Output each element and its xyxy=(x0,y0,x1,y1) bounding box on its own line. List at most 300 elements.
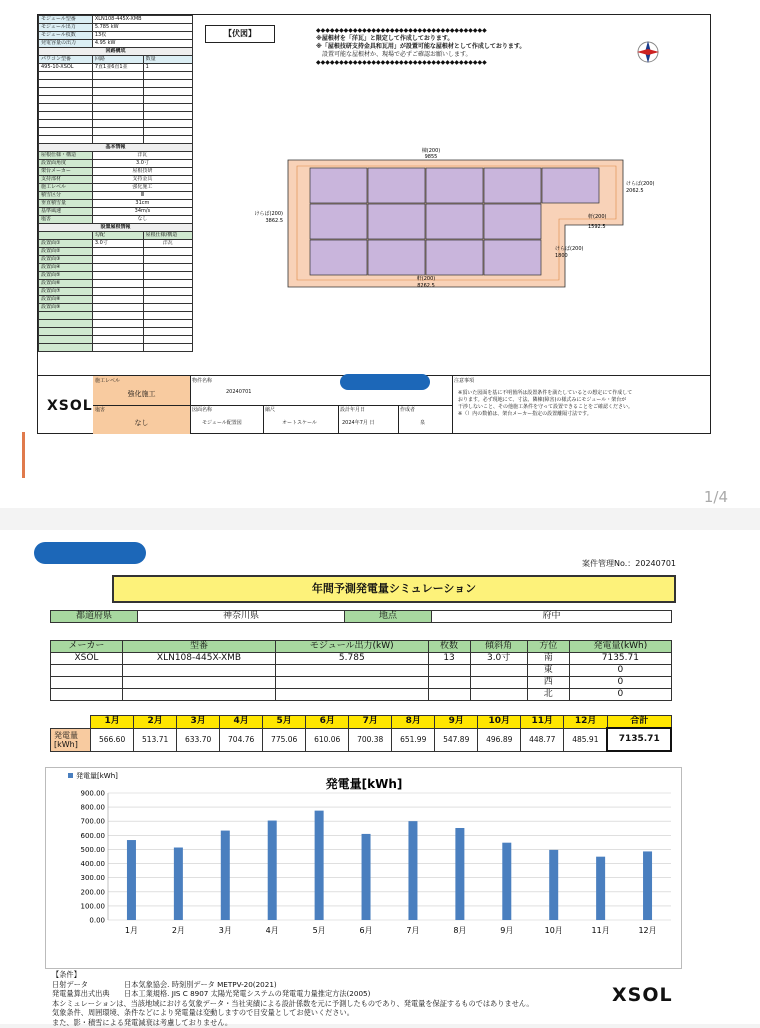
roof-plan xyxy=(193,15,710,365)
table-cell xyxy=(51,689,123,701)
bar xyxy=(362,834,371,920)
notes-label: 注意事項 xyxy=(454,378,475,384)
solar-panel xyxy=(484,240,541,275)
table-row xyxy=(39,80,193,88)
kwh-cell: 0 xyxy=(569,665,671,677)
roof-label: 設置面④ xyxy=(39,264,93,272)
roof-diagram-area xyxy=(193,15,710,365)
roof-slope: 3.0寸 xyxy=(92,240,143,248)
direction-cell: 南 xyxy=(527,653,569,665)
condition-value: 日本気象協会. 時刻別データ METPV-20(2021) xyxy=(124,979,277,989)
direction-cell: 東 xyxy=(527,665,569,677)
table-cell xyxy=(51,677,123,689)
dim-step-label: 軒(200) xyxy=(588,214,607,220)
table-row xyxy=(39,288,193,296)
table-row xyxy=(39,32,193,40)
page-1 xyxy=(0,0,760,508)
note-line: 設置可能な屋根材か、現場で必ずご確認お願いします。 xyxy=(322,51,472,58)
month-value: 496.89 xyxy=(478,728,521,751)
condition-value: 日本工業規格. JIS C 8907 太陽光発電システムの発電電力量推定方法(2005) xyxy=(124,989,371,999)
gen-label-line: 発電量 xyxy=(54,730,78,740)
table-cell xyxy=(143,104,192,112)
dim-right2-value: 1800 xyxy=(555,253,568,259)
chart-svg xyxy=(46,768,681,968)
note-line: ※「屋根技研支持金具和瓦用」が設置可能な屋根材として作成しております。 xyxy=(316,43,526,50)
y-tick-label: 800.00 xyxy=(80,803,105,812)
note-line: ※頂いた図面を基に不明箇所は設置条件を満たしているとの想定にて作成して xyxy=(458,390,633,396)
case-block xyxy=(190,376,453,434)
page-2 xyxy=(0,530,760,1027)
table-header: 傾斜角 xyxy=(470,641,527,653)
table-header xyxy=(39,232,93,240)
bar xyxy=(596,857,605,920)
basic-value: 34m/s xyxy=(92,208,192,216)
pref-label: 都道府県 xyxy=(51,611,138,623)
table-cell xyxy=(92,136,143,144)
month-header: 8月 xyxy=(392,716,435,729)
roof-label: 設置面② xyxy=(39,248,93,256)
table-row xyxy=(39,216,193,224)
table-header: 屋根仕様/構造 xyxy=(143,232,192,240)
table-row xyxy=(39,144,193,152)
table-row xyxy=(39,128,193,136)
y-tick-label: 200.00 xyxy=(80,888,105,897)
redaction-mark xyxy=(340,374,430,390)
roof-label: 設置面⑦ xyxy=(39,288,93,296)
note-line: ◆◆◆◆◆◆◆◆◆◆◆◆◆◆◆◆◆◆◆◆◆◆◆◆◆◆◆◆◆◆◆◆◆◆◆◆◆ xyxy=(316,27,487,34)
spec-table xyxy=(38,15,193,352)
note-line: 干渉しないこと、その他施工条件を守って設置できることをご確認ください。 xyxy=(458,404,634,410)
table-cell: 1 xyxy=(143,64,192,72)
x-tick-label: 10月 xyxy=(544,926,563,935)
table-row xyxy=(39,112,193,120)
notes-block xyxy=(452,376,710,434)
table-row xyxy=(39,208,193,216)
roof-slope xyxy=(92,288,143,296)
date-value: 2024年7月 日 xyxy=(342,420,375,426)
kwh-cell: 7135.71 xyxy=(569,653,671,665)
roof-slope xyxy=(92,280,143,288)
table-row xyxy=(39,48,193,56)
x-tick-label: 12月 xyxy=(638,926,657,935)
table-row xyxy=(39,176,193,184)
drawing-label: 図面名称 xyxy=(192,407,213,413)
roof-slope xyxy=(92,256,143,264)
condition-key: 日射データ xyxy=(52,979,88,989)
x-tick-label: 7月 xyxy=(406,926,420,935)
table-cell xyxy=(92,128,143,136)
table-row xyxy=(39,152,193,160)
table-row xyxy=(51,728,672,751)
scroll-marker xyxy=(22,432,25,478)
condition-line xyxy=(52,1008,534,1018)
table-row xyxy=(39,184,193,192)
table-cell xyxy=(92,96,143,104)
bar xyxy=(221,831,230,920)
author-label: 作成者 xyxy=(400,407,416,413)
roof-spec xyxy=(143,256,192,264)
table-cell xyxy=(92,72,143,80)
table-row xyxy=(39,232,193,240)
total-header: 合計 xyxy=(607,716,671,729)
table-row xyxy=(39,240,193,248)
basic-value: 31cm xyxy=(92,200,192,208)
level-label: 施工レベル xyxy=(95,378,121,384)
table-cell xyxy=(143,120,192,128)
table-header: モジュール出力(kW) xyxy=(276,641,429,653)
x-tick-label: 8月 xyxy=(453,926,467,935)
table-row xyxy=(39,16,193,24)
table-row xyxy=(51,677,672,689)
table-cell xyxy=(39,328,93,336)
table-header: 発電量(kWh) xyxy=(569,641,671,653)
table-row xyxy=(39,56,193,64)
table-cell: 5.785 xyxy=(276,653,429,665)
author-value: 泉 xyxy=(420,420,426,426)
table-cell xyxy=(92,312,143,320)
x-tick-label: 3月 xyxy=(218,926,232,935)
table-row xyxy=(39,72,193,80)
bar xyxy=(643,851,652,920)
y-tick-label: 600.00 xyxy=(80,831,105,840)
basic-value: なし xyxy=(92,216,192,224)
table-row xyxy=(39,320,193,328)
title-block-logo-cell xyxy=(38,376,94,434)
dim-top-value: 9855 xyxy=(424,154,438,160)
basic-label: 塩害 xyxy=(39,216,93,224)
month-value: 651.99 xyxy=(392,728,435,751)
dim-right-value: 2062.5 xyxy=(626,188,644,194)
table-cell xyxy=(92,120,143,128)
legend-label: 発電量[kWh] xyxy=(76,772,118,780)
spec-label: モジュール出力 xyxy=(39,24,93,32)
table-cell xyxy=(51,665,123,677)
table-cell xyxy=(276,665,429,677)
table-cell xyxy=(39,120,93,128)
spec-value: 5.785 kW xyxy=(92,24,192,32)
roof-spec xyxy=(143,296,192,304)
solar-panel xyxy=(310,168,367,203)
table-cell xyxy=(39,344,93,352)
solar-panel xyxy=(310,204,367,239)
table-cell xyxy=(92,80,143,88)
basic-label: 設置面角度 xyxy=(39,160,93,168)
gen-label-line: [kWh] xyxy=(54,739,78,749)
table-row xyxy=(39,120,193,128)
month-value: 547.89 xyxy=(435,728,478,751)
table-cell xyxy=(143,320,192,328)
case-label: 物件名称 xyxy=(192,378,213,384)
condition-line xyxy=(52,999,534,1009)
table-header: 回路 xyxy=(92,56,143,64)
chart-title: 発電量[kWh] xyxy=(325,777,403,791)
conditions xyxy=(52,970,534,1028)
roof-slope xyxy=(92,296,143,304)
layout-drawing-sheet xyxy=(37,14,711,434)
kwh-cell: 0 xyxy=(569,689,671,701)
table-row xyxy=(51,716,672,729)
table-cell xyxy=(39,80,93,88)
roof-label: 設置面⑨ xyxy=(39,304,93,312)
note-line: おります。必ず現地にて、寸法、隣棟(障害)の様式みにモジュール・架台が xyxy=(458,397,627,403)
basic-value: 屋根技研 xyxy=(92,168,192,176)
table-header: 数量 xyxy=(143,56,192,64)
x-tick-label: 11月 xyxy=(591,926,610,935)
roof-spec: 洋瓦 xyxy=(143,240,192,248)
dim-top-label: 棟(200) xyxy=(421,148,441,154)
table-cell xyxy=(39,128,93,136)
month-header: 11月 xyxy=(521,716,564,729)
table-cell xyxy=(428,665,470,677)
solar-panel xyxy=(484,204,541,239)
table-cell xyxy=(92,104,143,112)
basic-label: 積雪区分 xyxy=(39,192,93,200)
table-cell xyxy=(39,136,93,144)
table-cell xyxy=(470,677,527,689)
roof-spec xyxy=(143,248,192,256)
table-cell xyxy=(143,72,192,80)
pref-value: 神奈川県 xyxy=(138,611,345,623)
note-line: ※（）内の数値は、架台メーカー指定の設置離隔寸法です。 xyxy=(458,411,592,417)
month-value: 633.70 xyxy=(177,728,220,751)
simulation-title: 年間予測発電量シミュレーション xyxy=(112,575,676,603)
table-cell xyxy=(39,112,93,120)
direction-cell: 北 xyxy=(527,689,569,701)
monthly-chart xyxy=(45,767,682,969)
dim-bottom-label: 軒(200) xyxy=(416,276,436,282)
table-header: 枚数 xyxy=(428,641,470,653)
table-cell xyxy=(92,112,143,120)
solar-panel xyxy=(368,204,425,239)
month-value: 448.77 xyxy=(521,728,564,751)
month-value: 610.06 xyxy=(306,728,349,751)
xsol-logo: XSOL xyxy=(47,398,93,414)
basic-value: 洋瓦 xyxy=(92,152,192,160)
table-cell xyxy=(143,88,192,96)
table-header: パワコン型番 xyxy=(39,56,93,64)
roof-spec xyxy=(143,272,192,280)
dim-left-label: けらば(200) xyxy=(254,211,283,217)
month-value: 566.60 xyxy=(91,728,134,751)
table-row xyxy=(39,248,193,256)
basic-value: 支持金具 xyxy=(92,176,192,184)
condition-line xyxy=(52,1018,534,1028)
condition-line xyxy=(52,980,534,990)
x-tick-label: 9月 xyxy=(500,926,514,935)
table-row xyxy=(39,136,193,144)
spec-value: 4.95 kW xyxy=(92,40,192,48)
table-cell: 7直1並6直1並 xyxy=(92,64,143,72)
table-row xyxy=(39,192,193,200)
table-cell xyxy=(470,689,527,701)
fuzu-label: 【伏図】 xyxy=(205,25,275,43)
basic-label: 支持部材 xyxy=(39,176,93,184)
table-cell xyxy=(39,104,93,112)
table-cell xyxy=(143,96,192,104)
table-header: 勾配 xyxy=(92,232,143,240)
table-row xyxy=(39,160,193,168)
table-cell: XLN108-445X-XMB xyxy=(122,653,275,665)
table-row xyxy=(39,344,193,352)
bar xyxy=(408,821,417,920)
salt-value: なし xyxy=(134,419,149,427)
bar xyxy=(455,828,464,920)
dim-right-label: けらば(200) xyxy=(626,181,655,187)
table-row xyxy=(39,312,193,320)
table-cell xyxy=(122,665,275,677)
basic-value: 強化施工 xyxy=(92,184,192,192)
legend-swatch xyxy=(68,773,73,778)
table-cell xyxy=(122,689,275,701)
solar-panel xyxy=(426,168,483,203)
bar xyxy=(174,848,183,920)
table-cell xyxy=(39,88,93,96)
table-row xyxy=(39,224,193,232)
roof-spec xyxy=(143,304,192,312)
table-row xyxy=(39,256,193,264)
condition-line xyxy=(52,989,534,999)
month-header: 3月 xyxy=(177,716,220,729)
month-value: 700.38 xyxy=(349,728,392,751)
solar-panel xyxy=(426,240,483,275)
condition-key: 発電量算出式出典 xyxy=(52,989,110,999)
y-tick-label: 100.00 xyxy=(80,902,105,911)
table-cell xyxy=(470,665,527,677)
spec-value: 13枚 xyxy=(92,32,192,40)
direction-cell: 西 xyxy=(527,677,569,689)
table-cell xyxy=(92,328,143,336)
scale-value: オートスケール xyxy=(282,420,317,426)
month-header: 9月 xyxy=(435,716,478,729)
table-cell xyxy=(39,72,93,80)
table-row xyxy=(51,689,672,701)
table-row xyxy=(51,653,672,665)
y-tick-label: 700.00 xyxy=(80,817,105,826)
y-tick-label: 300.00 xyxy=(80,874,105,883)
table-row xyxy=(39,96,193,104)
table-row xyxy=(39,328,193,336)
title-block xyxy=(38,375,710,434)
table-row xyxy=(39,336,193,344)
table-row xyxy=(39,168,193,176)
table-cell xyxy=(143,328,192,336)
table-row xyxy=(39,272,193,280)
x-tick-label: 1月 xyxy=(124,926,139,935)
redaction-mark xyxy=(34,542,146,564)
basic-label: 基準風速 xyxy=(39,208,93,216)
table-cell: 495-10-XSOL xyxy=(39,64,93,72)
table-row xyxy=(39,24,193,32)
table-cell xyxy=(39,336,93,344)
basic-label: 屋根仕様・構造 xyxy=(39,152,93,160)
roof-label: 設置面⑤ xyxy=(39,272,93,280)
monthly-table xyxy=(50,715,672,752)
notes-text xyxy=(458,390,633,418)
roof-slope xyxy=(92,264,143,272)
month-header: 7月 xyxy=(349,716,392,729)
dim-bottom-value: 8262.5 xyxy=(417,283,435,289)
xsol-logo: XSOL xyxy=(612,984,673,1006)
table-cell xyxy=(92,336,143,344)
table-cell xyxy=(276,689,429,701)
kwh-cell: 0 xyxy=(569,677,671,689)
place-label: 地点 xyxy=(345,611,432,623)
table-cell xyxy=(143,112,192,120)
location-table xyxy=(50,610,672,623)
table-row xyxy=(39,40,193,48)
month-header: 2月 xyxy=(134,716,177,729)
month-value: 513.71 xyxy=(134,728,177,751)
table-cell: 3.0寸 xyxy=(470,653,527,665)
solar-panel xyxy=(368,168,425,203)
basic-value: Ⅲ xyxy=(92,192,192,200)
roof-slope xyxy=(92,304,143,312)
page-gap xyxy=(0,508,760,530)
bar xyxy=(127,840,136,920)
condition-value: 気象条件、周囲環境、条件などにより発電量は変動しますので目安量としてお使いください。 xyxy=(52,1008,354,1018)
table-row xyxy=(39,280,193,288)
x-tick-label: 2月 xyxy=(171,926,185,935)
table-cell xyxy=(143,128,192,136)
x-tick-label: 4月 xyxy=(265,926,279,935)
roof-label: 設置面③ xyxy=(39,256,93,264)
section-title: 回路構成 xyxy=(39,48,193,56)
solar-panel xyxy=(542,168,599,203)
spec-label: 発電容量の出力 xyxy=(39,40,93,48)
month-value: 704.76 xyxy=(220,728,263,751)
month-header: 12月 xyxy=(564,716,608,729)
y-tick-label: 900.00 xyxy=(80,789,105,798)
spec-label: モジュール枚数 xyxy=(39,32,93,40)
table-cell xyxy=(143,80,192,88)
month-header: 4月 xyxy=(220,716,263,729)
spec-label: モジュール型番 xyxy=(39,16,93,24)
table-row xyxy=(39,264,193,272)
table-cell xyxy=(92,344,143,352)
table-row xyxy=(39,200,193,208)
y-tick-label: 400.00 xyxy=(80,860,105,869)
table-row xyxy=(39,64,193,72)
conditions-title: 【条件】 xyxy=(52,970,81,979)
y-tick-label: 500.00 xyxy=(80,845,105,854)
table-cell xyxy=(143,136,192,144)
table-cell xyxy=(143,336,192,344)
roof-slope xyxy=(92,248,143,256)
dim-left-value: 3862.5 xyxy=(265,218,283,224)
basic-label: 垂直積雪量 xyxy=(39,200,93,208)
table-cell xyxy=(51,716,91,729)
month-header: 6月 xyxy=(306,716,349,729)
table-cell xyxy=(143,312,192,320)
bar xyxy=(268,821,277,920)
table-cell: 13 xyxy=(428,653,470,665)
date-label: 設計年月日 xyxy=(340,407,366,413)
table-header: メーカー xyxy=(51,641,123,653)
level-value: 強化施工 xyxy=(127,390,156,398)
roof-spec xyxy=(143,288,192,296)
dim-right2-label: けらば(200) xyxy=(555,246,584,252)
solar-panel xyxy=(426,204,483,239)
gen-label xyxy=(51,728,91,751)
table-row xyxy=(39,296,193,304)
section-title: 基本情報 xyxy=(39,144,193,152)
roof-label: 設置面⑥ xyxy=(39,280,93,288)
roof-spec xyxy=(143,264,192,272)
table-header: 型番 xyxy=(122,641,275,653)
month-header: 5月 xyxy=(263,716,306,729)
month-header: 1月 xyxy=(91,716,134,729)
case-value: 20240701 xyxy=(226,389,252,395)
